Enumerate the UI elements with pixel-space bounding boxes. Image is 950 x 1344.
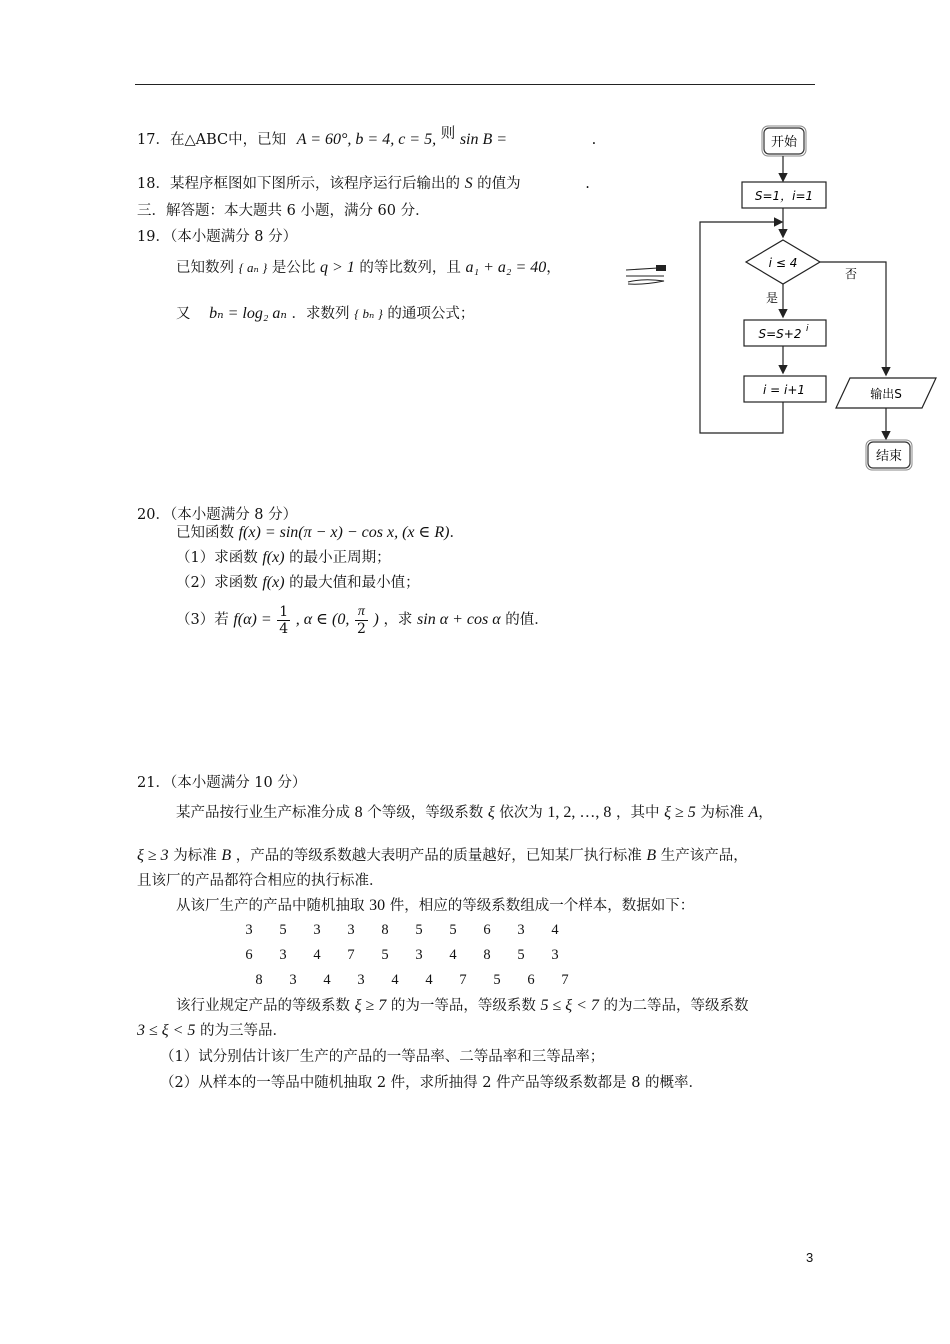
section-heading: 三．解答题：本大题共 6 小题，满分 60 分．	[137, 203, 430, 219]
question-21-line1: 某产品按行业生产标准分成 8 个等级，等级系数 ξ 依次为 1, 2, …, 8 ，其中 ξ ≥ 5 为标准 A，	[176, 804, 773, 821]
svg-text:开始: 开始	[770, 135, 798, 150]
svg-text:i = i+1: i = i+1	[762, 383, 806, 397]
question-20-part2: （2）求函数 f(x) 的最大值和最小值；	[176, 574, 420, 591]
question-21-line4: 从该厂生产的产品中随机抽取 30 件，相应的等级系数组成一个样本，数据如下：	[176, 897, 695, 914]
svg-text:输出S: 输出S	[870, 387, 902, 401]
question-21-line3: 且该厂的产品都符合相应的执行标准．	[137, 873, 384, 889]
page-number: 3	[806, 1250, 814, 1265]
question-21-part1: （1）试分别估计该厂生产的产品的一等品率、二等品率和三等品率；	[160, 1049, 605, 1065]
flow-yes-label: 是	[765, 291, 779, 305]
question-21-header: 21．（本小题满分 10 分）	[137, 775, 307, 791]
flow-no-label: 否	[844, 267, 858, 281]
flowchart	[690, 120, 950, 480]
data-row-1: 3 5 3 3 8 5 5 6 3 4	[245, 922, 559, 938]
question-21-line2: ξ ≥ 3 为标准 B ，产品的等级系数越大表明产品的质量越好，已知某厂执行标准 B 生产该产品，	[137, 847, 748, 864]
svg-text:i: i	[806, 324, 809, 334]
scribble-mark	[624, 262, 668, 292]
data-row-2: 6 3 4 7 5 3 4 8 5 3	[245, 947, 559, 963]
question-21-line6: 3 ≤ ξ < 5 的为三等品．	[137, 1022, 288, 1039]
question-20-part3: （3）若 f(α) = $\frac{1}{4}$ , α ∈ (0, $\frac{\pi}{2}$ ) ，求 sin α + cos α 的值．	[176, 603, 549, 637]
header-rule	[135, 84, 815, 85]
question-20-header: 20．（本小题满分 8 分）	[137, 507, 298, 523]
question-18: 18．某程序框图如下图所示，该程序运行后输出的 S 的值为 .	[137, 175, 590, 192]
question-19-line2: 又 bₙ = log₂ aₙ ．求数列 { bₙ } 的通项公式；	[176, 305, 475, 322]
question-20-part1: （1）求函数 f(x) 的最小正周期；	[176, 549, 391, 566]
svg-text:结束: 结束	[875, 449, 903, 464]
question-21-part2: （2）从样本的一等品中随机抽取 2 件，求所抽得 2 件产品等级系数都是 8 的概率．	[160, 1075, 704, 1091]
question-19-header: 19．（本小题满分 8 分）	[137, 229, 298, 245]
question-19-line1: 已知数列 { aₙ } 是公比 q > 1 的等比数列，且 a₁ + a₂ = 40，	[176, 259, 561, 276]
question-17: 17．在△ABC中，已知 A = 60°, b = 4, c = 5, 则 sin B = .	[137, 126, 597, 148]
question-20-line1: 已知函数 f(x) = sin(π − x) − cos x, (x ∈ R)．	[176, 524, 464, 541]
svg-text:S=S+2: S=S+2	[758, 327, 802, 341]
question-21-line5: 该行业规定产品的等级系数 ξ ≥ 7 的为一等品，等级系数 5 ≤ ξ < 7 的为二等品，等级系数	[176, 997, 749, 1014]
svg-text:i ≤ 4: i ≤ 4	[768, 256, 798, 270]
svg-text:S=1，i=1: S=1，i=1	[754, 189, 814, 203]
data-row-3: 8 3 4 3 4 4 7 5 6 7	[255, 972, 569, 988]
